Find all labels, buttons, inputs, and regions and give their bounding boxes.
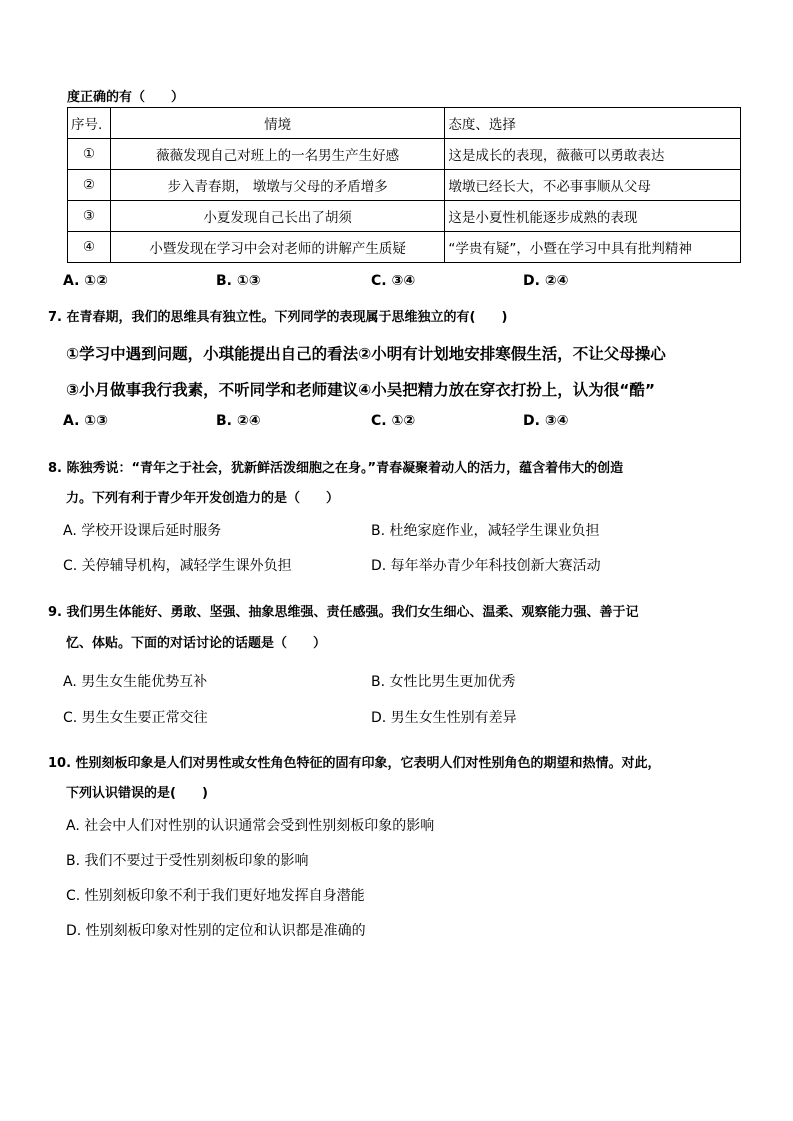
q10-stem-line-2: 下列认识错误的是( ) [66, 786, 208, 801]
q9-option-c[interactable]: C. 男生女生要正常交往 [63, 710, 208, 726]
q8-option-d[interactable]: D. 每年举办青少年科技创新大赛活动 [371, 558, 601, 574]
row-situation: 步入青春期， 墩墩与父母的矛盾增多 [110, 170, 444, 201]
row-number: ② [68, 170, 111, 201]
q6-stem-tail: 度正确的有（ ） [67, 90, 185, 105]
q8-option-a[interactable]: A. 学校开设课后延时服务 [63, 523, 222, 539]
q10-stem-line-1: 10. 性别刻板印象是人们对男性或女性角色特征的固有印象，它表明人们对性别角色的期望和热情。对此， [48, 756, 661, 771]
q7-statement-line-2: ③小月做事我行我素，不听同学和老师建议④小吴把精力放在穿衣打扮上，认为很“酷” [66, 381, 656, 399]
row-situation: 小夏发现自己长出了胡须 [110, 201, 444, 232]
q7-option-a[interactable]: A. ①③ [63, 413, 108, 429]
q6-option-b[interactable]: B. ①③ [216, 273, 261, 289]
table-row [68, 139, 741, 170]
header-situation: 情境 [110, 108, 444, 139]
row-number: ① [68, 139, 111, 170]
row-attitude: “学贵有疑”，小暨在学习中具有批判精神 [445, 232, 741, 263]
q8-stem-line-1: 8. 陈独秀说：“青年之于社会，犹新鲜活泼细胞之在身。”青春凝聚着动人的活力，蕴含着伟大的创造 [48, 461, 624, 476]
header-no: 序号. [68, 108, 111, 139]
q9-option-d[interactable]: D. 男生女生性别有差异 [371, 710, 517, 726]
row-situation: 小暨发现在学习中会对老师的讲解产生质疑 [110, 232, 444, 263]
q7-option-b[interactable]: B. ②④ [216, 413, 261, 429]
row-attitude: 墩墩已经长大，不必事事顺从父母 [445, 170, 741, 201]
q9-option-a[interactable]: A. 男生女生能优势互补 [63, 674, 208, 690]
row-number: ③ [68, 201, 111, 232]
q9-stem-line-2: 忆、体贴。下面的对话讨论的话题是（ ） [66, 636, 327, 651]
q6-option-a[interactable]: A. ①② [63, 273, 108, 289]
header-attitude: 态度、选择 [445, 108, 741, 139]
table-row [68, 170, 741, 201]
q7-option-d[interactable]: D. ③④ [523, 413, 569, 429]
q7-option-c[interactable]: C. ①② [371, 413, 416, 429]
q10-option-c[interactable]: C. 性别刻板印象不利于我们更好地发挥自身潜能 [66, 888, 365, 904]
q10-option-d[interactable]: D. 性别刻板印象对性别的定位和认识都是准确的 [66, 923, 366, 939]
row-attitude: 这是小夏性机能逐步成熟的表现 [445, 201, 741, 232]
row-situation: 薇薇发现自己对班上的一名男生产生好感 [110, 139, 444, 170]
q9-option-b[interactable]: B. 女性比男生更加优秀 [371, 674, 516, 690]
q10-option-a[interactable]: A. 社会中人们对性别的认识通常会受到性别刻板印象的影响 [66, 818, 435, 834]
q7-stem: 7. 在青春期，我们的思维具有独立性。下列同学的表现属于思维独立的有( ) [48, 310, 508, 325]
situation-table [67, 107, 741, 263]
q8-option-c[interactable]: C. 关停辅导机构，减轻学生课外负担 [63, 558, 292, 574]
q9-stem-line-1: 9. 我们男生体能好、勇敢、坚强、抽象思维强、责任感强。我们女生细心、温柔、观察能力强、善于记 [48, 605, 639, 620]
q6-option-d[interactable]: D. ②④ [523, 273, 569, 289]
table-row [68, 232, 741, 263]
row-attitude: 这是成长的表现，薇薇可以勇敢表达 [445, 139, 741, 170]
q10-option-b[interactable]: B. 我们不要过于受性别刻板印象的影响 [66, 853, 309, 869]
q8-stem-line-2: 力。下列有利于青少年开发创造力的是（ ） [66, 491, 340, 506]
q7-statement-line-1: ①学习中遇到问题，小琪能提出自己的看法②小明有计划地安排寒假生活，不让父母操心 [66, 345, 666, 363]
q6-option-c[interactable]: C. ③④ [371, 273, 416, 289]
row-number: ④ [68, 232, 111, 263]
table-header-row [68, 108, 741, 139]
q8-option-b[interactable]: B. 杜绝家庭作业，减轻学生课业负担 [371, 523, 600, 539]
table-row [68, 201, 741, 232]
